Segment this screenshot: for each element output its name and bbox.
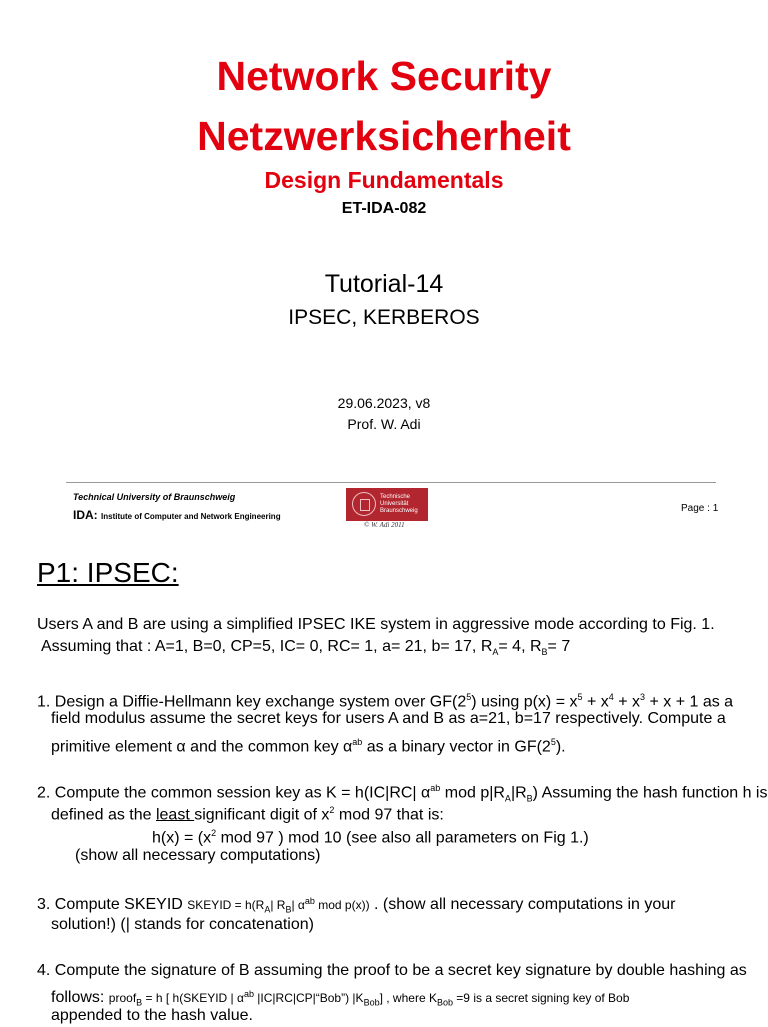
- question-2-line-2: defined as the least significant digit of $x^2$ mod 97 that is:: [51, 805, 444, 824]
- tutorial-title: Tutorial-14: [324, 270, 444, 298]
- subtitle: Design Fundamentals: [264, 167, 504, 193]
- divider: [66, 482, 716, 483]
- question-4-line-2: follows: proof$_B$ = h [ h(SKEYID | $\alpha^{ab}$ |IC|RC|CP|“Bob”) $|K_{Bob}$] , where $K_{Bob} =9$ is a secret signing key of Bob: [51, 989, 630, 1008]
- question-4-line-1: 4. Compute the signature of B assuming the proof to be a secret key signature by double hashing as: [37, 962, 747, 979]
- question-2-line-3: $h(x) = (x^2$ mod 97 ) mod 10 (see also all parameters on Fig 1.): [152, 828, 589, 847]
- title-german: Netzwerksicherheit: [197, 113, 571, 159]
- university-name: Technical University of Braunschweig: [73, 492, 236, 502]
- course-code: ET-IDA-082: [341, 200, 427, 217]
- institute-line: [73, 508, 281, 522]
- author: Prof. W. Adi: [347, 416, 421, 432]
- ida-name: Institute of Computer and Network Engineering: [101, 512, 281, 521]
- page-number: Page : 1: [681, 503, 719, 514]
- copyright: © W. Adi 2011: [364, 521, 405, 529]
- date-version: 29.06.2023, v8: [337, 395, 431, 411]
- question-3-line-1: 3. Compute SKEYID SKEYID = $h(R_A|$ $R_B|$ $\alpha^{ab}$ mod p(x)) . (show all necessary computations in your: [37, 896, 676, 915]
- question-4-line-3: appended to the hash value.: [51, 1007, 253, 1024]
- problem-heading: P1: IPSEC:: [37, 557, 179, 588]
- question-2-line-1: 2. Compute the common session key as K = h(IC|RC| $\alpha^{ab}$ mod $p|R_A|R_B$) Assuming the hash function h is: [37, 783, 768, 804]
- lion-seal-icon: [352, 492, 376, 516]
- question-1-line-3: primitive element α and the common key $\alpha^{ab}$ as a binary vector in $GF(2^5)$.: [51, 737, 566, 756]
- question-3-line-2: solution!) (| stands for concatenation): [51, 916, 314, 933]
- question-1-line-1: 1. Design a Diffie-Hellmann key exchange system over $GF(2^5)$ using $p(x) = x^5 + x^4 + x^3 + x + 1$ as a: [37, 692, 734, 711]
- university-logo: [346, 488, 428, 521]
- tutorial-topics: IPSEC, KERBEROS: [288, 306, 480, 329]
- intro-line-2: Assuming that : A=1, B=0, CP=5, IC= 0, RC= 1, a= 21, b= 17, $R_A= 4$, $R_B= 7$: [41, 638, 571, 658]
- title-english: Network Security: [216, 53, 552, 99]
- question-1-line-2: field modulus assume the secret keys for users A and B as a=21, b=17 respectively. Compute a: [51, 710, 726, 727]
- question-2-line-4: (show all necessary computations): [75, 847, 321, 864]
- ida-label: IDA:: [73, 508, 98, 522]
- intro-line-1: Users A and B are using a simplified IPSEC IKE system in aggressive mode according to Fig. 1.: [37, 616, 715, 633]
- logo-text: Technische Universität Braunschweig: [380, 494, 418, 514]
